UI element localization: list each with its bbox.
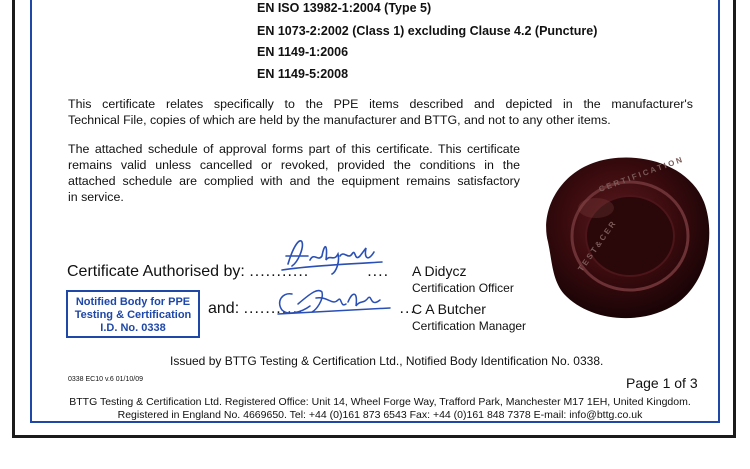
page-number: Page 1 of 3 <box>626 375 698 391</box>
notified-body-line-3: I.D. No. 0338 <box>100 322 166 334</box>
and-label: and: <box>208 300 240 317</box>
schedule-line-1: The attached schedule of approval forms part of this certificate. This certificate <box>68 142 520 156</box>
signatory-1-role: Certification Officer <box>412 281 514 295</box>
signature-2-line-dots-end: ... <box>399 300 416 317</box>
schedule-line-2: remains valid unless cancelled or revoked, provided the conditions in the <box>68 158 520 172</box>
signature-line-dots: ........... <box>249 263 310 280</box>
relation-line-2: Technical File, copies of which are held by the manufacturer and BTTG, and not to any other items. <box>68 113 611 127</box>
authorised-by-label: Certificate Authorised by: <box>67 263 245 280</box>
standard-3: EN 1149-1:2006 <box>257 45 349 59</box>
signature-2-line-dots: ........... <box>243 300 304 317</box>
notified-body-badge <box>66 290 200 338</box>
relation-paragraph <box>68 96 693 128</box>
issued-by-statement: Issued by BTTG Testing & Certification Ltd., Notified Body Identification No. 0338. <box>170 354 604 368</box>
notified-body-line-2: Testing & Certification <box>74 309 192 321</box>
svg-text:T E S T & C E R: T E S T & C E R <box>576 219 618 274</box>
document-reference: 0338 EC10 v.6 01/10/09 <box>68 376 143 383</box>
signatory-2-name: C A Butcher <box>412 301 486 317</box>
signature-butcher <box>272 286 394 320</box>
standard-4: EN 1149-5:2008 <box>257 67 349 81</box>
footer-line-1: BTTG Testing & Certification Ltd. Registered Office: Unit 14, Wheel Forge Way, Trafford Park, Manchester M17 1EH, United Kingdom. <box>69 396 691 408</box>
schedule-line-4: in service. <box>68 190 124 204</box>
schedule-paragraph <box>68 141 520 205</box>
wax-seal <box>538 152 714 324</box>
signatory-2-role: Certification Manager <box>412 319 527 333</box>
schedule-line-3: attached schedule are complied with and the equipment remains satisfactory <box>68 174 520 188</box>
notified-body-line-1: Notified Body for PPE <box>75 296 191 308</box>
signatory-1-name: A Didycz <box>412 263 467 279</box>
standard-1: EN ISO 13982-1:2004 (Type 5) <box>257 1 432 15</box>
svg-text:C E R T I F I C A T I O N: C E R T I F I C A T I O N <box>597 155 684 194</box>
relation-line-1: This certificate relates specifically to the PPE items described and depicted in the manufacturer's <box>68 97 693 111</box>
footer-line-2: Registered in England No. 4669650. Tel: +44 (0)161 873 6543 Fax: +44 (0)161 848 7378 E-mail: info@bttg.co.uk <box>117 409 643 421</box>
standard-2: EN 1073-2:2002 (Class 1) excluding Clause 4.2 (Puncture) <box>257 24 598 38</box>
signature-didycz <box>278 234 388 278</box>
signature-line-dots-end: .... <box>367 263 390 280</box>
